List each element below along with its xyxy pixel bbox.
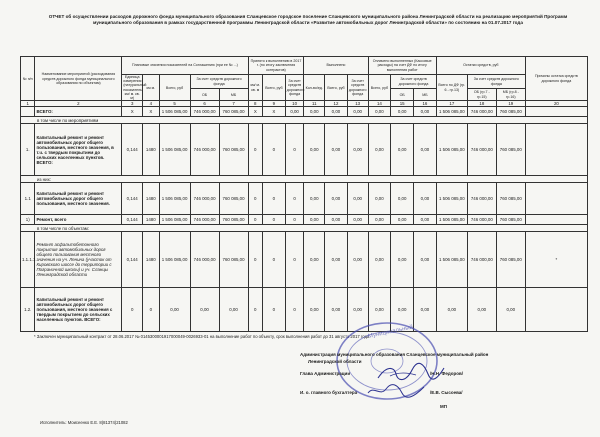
cell-note-mark: * <box>525 232 587 288</box>
header-balance: Остатки средств, руб <box>436 57 525 75</box>
table-row-total <box>21 107 588 117</box>
cell: 760 085,00 <box>496 107 525 117</box>
cell: 0 <box>263 124 286 176</box>
cell: 0,00 <box>391 183 414 215</box>
cell: X <box>248 107 262 117</box>
cell: 0,00 <box>159 288 190 332</box>
cell: 0,144 <box>122 183 143 215</box>
cell: 0 <box>143 288 160 332</box>
cell: 0,00 <box>325 107 348 117</box>
header-bal-mb: МБ (гр.8 - гр.16) <box>496 89 525 101</box>
cell <box>525 183 587 215</box>
header-paid-mb: МБ <box>414 89 437 101</box>
cell-name: Ремонт асфальтобетонного покрытия автомобильных дорог общего пользования местного значения на уч. Ленина (участок от Кировского шоссе до территории с Пограничной школы) и уч. Сланцы Ленинградской области <box>35 232 122 288</box>
cell: 0 <box>248 215 262 225</box>
header-num: № п/п <box>21 57 35 101</box>
cell: 0,00 <box>304 183 325 215</box>
cell: 0,00 <box>436 288 467 332</box>
colnum: 7 <box>219 101 248 107</box>
cell: 0,00 <box>304 232 325 288</box>
cell: 1) <box>21 215 35 225</box>
cell: 0,00 <box>467 288 496 332</box>
cell: 1480 <box>143 183 160 215</box>
cell: 746 000,00 <box>190 232 219 288</box>
cell: 0,00 <box>304 288 325 332</box>
colnum: 9 <box>263 101 286 107</box>
cell: 0 <box>263 215 286 225</box>
cell-name: Капитальный ремонт и ремонт автомобильных дорог общего пользования, местного значения, в т.ч. с твердым покрытием до сельских населенных пунктов. ВСЕГО: <box>35 124 122 176</box>
cell: 0 <box>248 288 262 332</box>
cell: 0,00 <box>219 288 248 332</box>
cell: 0 <box>285 183 304 215</box>
header-reason: Причины остатка средств дорожного фонда <box>525 57 587 101</box>
executor-line: Исполнитель: Моисеенко Е.Е. 8(81374)21082 <box>40 420 128 425</box>
header-fund: За счет средств дорожного фонда <box>190 75 248 89</box>
cell: 1 506 085,00 <box>159 232 190 288</box>
colnum: 17 <box>436 101 467 107</box>
cell-name: Капитальный ремонт и ремонт автомобильных дорог общего пользования, местного значения с твердым покрытием до сельских населенных пунктов. ВСЕГО: <box>35 288 122 332</box>
signature-head-icon <box>376 362 446 384</box>
cell: 1.1.1.1 <box>21 232 35 288</box>
table-row-subheader <box>21 225 588 232</box>
signature-accountant-icon <box>366 383 426 399</box>
cell: 0,00 <box>414 288 437 332</box>
cell: 1 506 085,00 <box>436 183 467 215</box>
cell: 0 <box>263 288 286 332</box>
cell-name: ВСЕГО: <box>35 107 122 117</box>
cell: 0,00 <box>414 107 437 117</box>
table-row-1-1 <box>21 183 588 215</box>
colnum: 14 <box>368 101 391 107</box>
header-done-rub: Всего, руб <box>325 75 348 101</box>
header-measure: Единица измерения (натуральный показатель, км/ м. кв. м) <box>123 75 147 101</box>
header-contract-km: км/ м. кв. м <box>248 75 262 101</box>
cell: 1 506 085,00 <box>159 215 190 225</box>
cell: 0 <box>263 183 286 215</box>
cell: 0,00 <box>304 124 325 176</box>
cell: 0,00 <box>304 107 325 117</box>
header-contract-fund: За счет средств дорожного фонда <box>285 75 304 101</box>
header-bal-fund: За счет средств дорожного фонда <box>467 75 525 89</box>
cell: 0 <box>285 232 304 288</box>
cell: 0,00 <box>347 124 368 176</box>
table-row-repair <box>21 215 588 225</box>
header-done: Выполнено <box>304 57 368 75</box>
cell: 760 085,00 <box>496 215 525 225</box>
cell: 1480 <box>143 232 160 288</box>
accountant-title: И. о. главного бухгалтера <box>300 390 358 395</box>
cell: 0,00 <box>368 215 391 225</box>
mp-mark: МП <box>440 404 447 409</box>
subheader-label: из них: <box>21 176 588 183</box>
cell: 746 000,00 <box>467 124 496 176</box>
colnum: 11 <box>304 101 325 107</box>
cell-name: Ремонт, всего <box>35 215 122 225</box>
cell: 0,00 <box>391 232 414 288</box>
colnum: 12 <box>325 101 348 107</box>
table-row-subheader <box>21 176 588 183</box>
cell: 746 000,00 <box>190 215 219 225</box>
table-row-1-2 <box>21 288 588 332</box>
cell: 0,00 <box>325 288 348 332</box>
cell: 0,00 <box>347 288 368 332</box>
cell: 0,00 <box>368 288 391 332</box>
cell: 0 <box>285 215 304 225</box>
cell: 0 <box>263 232 286 288</box>
accountant-name: /Е.В. Сысоева/ <box>430 390 463 395</box>
cell: 1.1 <box>21 183 35 215</box>
header-done-fund: За счет средств дорожного фонда <box>347 75 368 101</box>
footnote: * Заключен муниципальный контракт от 28.06.2017 № 0145300001917000049-0026933-01 на выполнение работ по объекту, срок выполнения работ до 31 августа 2017 года <box>34 334 370 339</box>
cell: 0,00 <box>347 232 368 288</box>
cell: 0,144 <box>122 124 143 176</box>
colnum: 13 <box>347 101 368 107</box>
cell: 1 506 085,00 <box>436 215 467 225</box>
subheader-label: в том числе по объектам: <box>21 225 588 232</box>
cell: 0,00 <box>368 107 391 117</box>
cell: 760 085,00 <box>219 107 248 117</box>
header-bal-total: Всего по ДФ (гр. 6 - гр.13) <box>436 75 467 101</box>
cell: 1480 <box>143 124 160 176</box>
cell <box>21 107 35 117</box>
stamp-text: Муниципальный <box>367 324 414 340</box>
header-km: км м. <box>143 75 160 101</box>
cell: 746 000,00 <box>190 107 219 117</box>
cell: 0,00 <box>414 215 437 225</box>
cell: 746 000,00 <box>190 183 219 215</box>
table-row-subheader <box>21 117 588 124</box>
header-name: Наименование мероприятий (расходования средств дорожного фонда муниципального образования по объектам) <box>35 57 122 101</box>
cell: 0,00 <box>325 232 348 288</box>
cell: 1 506 085,00 <box>159 107 190 117</box>
colnum: 1 <box>21 101 35 107</box>
colnum: 2 <box>35 101 122 107</box>
cell: 0,00 <box>285 107 304 117</box>
cell: 0 <box>285 124 304 176</box>
header-paid: Оплачено выполненных (Кассовые расходы) на счет ДФ по итогу выполнения работ <box>368 57 436 75</box>
cell <box>525 107 587 117</box>
colnum: 8 <box>248 101 262 107</box>
cell: 0,00 <box>325 124 348 176</box>
colnum: 15 <box>391 101 414 107</box>
cell: 0,00 <box>347 215 368 225</box>
colnum: 4 <box>143 101 160 107</box>
cell: 0,00 <box>368 232 391 288</box>
cell: 0,00 <box>368 124 391 176</box>
header-contract-total: Всего, руб <box>263 75 286 101</box>
header-paid-fund: За счет средств дорожного фонда <box>391 75 437 89</box>
cell <box>525 124 587 176</box>
header-total: Всего, руб <box>159 75 190 101</box>
colnum: 20 <box>525 101 587 107</box>
header-contract: Принято к выполнению в 2017 г. (по итогу заключения контрактов) <box>248 57 304 75</box>
cell: 746 000,00 <box>467 232 496 288</box>
colnum: 19 <box>496 101 525 107</box>
cell: X <box>263 107 286 117</box>
cell: 746 000,00 <box>467 183 496 215</box>
cell: 746 000,00 <box>467 107 496 117</box>
cell: 0,00 <box>325 183 348 215</box>
colnum: 16 <box>414 101 437 107</box>
colnum: 6 <box>190 101 219 107</box>
cell: 746 000,00 <box>190 124 219 176</box>
cell: 760 085,00 <box>496 183 525 215</box>
cell: 0,00 <box>368 183 391 215</box>
head-title: Глава Администрации <box>300 371 351 376</box>
cell: 0,00 <box>414 232 437 288</box>
org-line: Администрация муниципального образования Сланцевское муниципальный район <box>300 352 489 357</box>
cell: 0 <box>285 288 304 332</box>
subheader-label: в том числе по мероприятиям <box>21 117 588 124</box>
cell: 760 085,00 <box>219 232 248 288</box>
cell: 1 506 085,00 <box>436 232 467 288</box>
cell <box>525 215 587 225</box>
colnum: 3 <box>122 101 143 107</box>
cell: 0,00 <box>414 124 437 176</box>
table-row-1 <box>21 124 588 176</box>
cell: 1 506 085,00 <box>159 183 190 215</box>
cell: X <box>143 107 160 117</box>
cell-name: Капитальный ремонт и ремонт автомобильных дорог общего пользования, местного значения. <box>35 183 122 215</box>
cell: 0 <box>122 288 143 332</box>
cell: 0,00 <box>391 288 414 332</box>
cell: 0,00 <box>304 215 325 225</box>
header-mb: МБ <box>219 89 248 101</box>
colnum: 10 <box>285 101 304 107</box>
table-row-object <box>21 232 588 288</box>
cell: 0,00 <box>391 124 414 176</box>
org-line-2: Ленинградской области <box>308 359 362 364</box>
cell: 0,00 <box>391 107 414 117</box>
cell: 1. <box>21 124 35 176</box>
cell: 0,00 <box>414 183 437 215</box>
report-title <box>38 14 578 25</box>
cell: 760 085,00 <box>496 124 525 176</box>
cell: 0 <box>248 124 262 176</box>
cell: 0,144 <box>122 232 143 288</box>
cell: 0,00 <box>496 288 525 332</box>
cell: 0,00 <box>325 215 348 225</box>
report-table <box>20 56 588 332</box>
cell: 0 <box>248 232 262 288</box>
cell: 746 000,00 <box>467 215 496 225</box>
cell: 1 506 085,00 <box>436 124 467 176</box>
cell: 0,00 <box>190 288 219 332</box>
cell: 1480 <box>143 215 160 225</box>
cell: 760 085,00 <box>219 124 248 176</box>
cell: 0,00 <box>391 215 414 225</box>
cell <box>525 288 587 332</box>
cell: 1 506 085,00 <box>436 107 467 117</box>
head-name: /Н.Н. Федоров/ <box>430 371 463 376</box>
cell: 760 085,00 <box>219 215 248 225</box>
header-paid-ob: ОБ <box>391 89 414 101</box>
cell: 1 506 085,00 <box>159 124 190 176</box>
cell: 760 085,00 <box>496 232 525 288</box>
header-ob: ОБ <box>190 89 219 101</box>
cell: X <box>122 107 143 117</box>
cell: 0,00 <box>347 107 368 117</box>
cell: 1.2. <box>21 288 35 332</box>
colnum: 18 <box>467 101 496 107</box>
colnum: 5 <box>159 101 190 107</box>
cell: 0,00 <box>347 183 368 215</box>
cell: 0 <box>248 183 262 215</box>
cell: 0,144 <box>122 215 143 225</box>
header-planned: Плановые значения показателей на Соглашению (при ее № ...) <box>122 57 248 75</box>
cell: 760 085,00 <box>219 183 248 215</box>
title-line-2: муниципального образования в рамках государственной программы Ленинградской области «Развитие автомобильных дорог Ленинградской области» по состоянию на 01.07.2017 года <box>93 19 523 25</box>
header-paid-total: Всего, руб <box>368 75 391 101</box>
header-bal-ob: ОБ (гр.7 - гр.15) <box>467 89 496 101</box>
header-done-unit: Кол-во/ед. <box>304 75 325 101</box>
title-line-1: ОТЧЕТ об осуществлении расходов дорожного фонда муниципального образования Сланцевское городское поселение Сланцевского муниципального района Ленинградской области на реализацию мероприятий Программ <box>48 14 568 19</box>
